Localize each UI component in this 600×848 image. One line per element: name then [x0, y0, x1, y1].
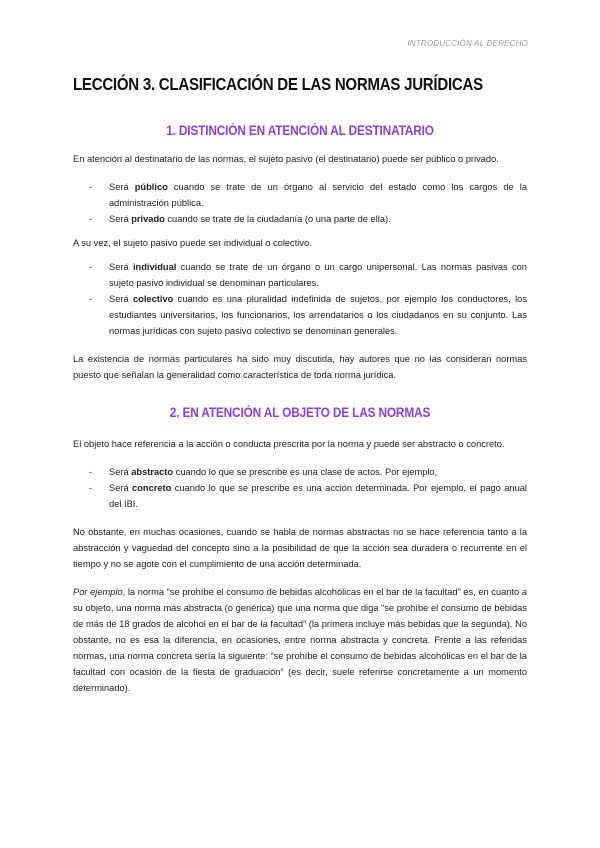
sujeto-publico-privado-list: [73, 179, 527, 227]
list-item-publico: - Será público cuando se trate de un órgano al servicio del estado como los cargos de la administración pública.: [73, 179, 527, 211]
page-content: [73, 74, 527, 696]
objeto-abstracto-concreto-list: [73, 464, 527, 512]
example-text: , la norma “se prohíbe el consumo de bebidas alcohólicas en el bar de la facultad” es, en cuanto a su objeto, una norma más abstracta (o genérica) que una norma que diga “se prohíbe el consumo de bebidas de más de 18 grados de alcohol en el bar de la facultad” (la primera incluye más bebidas que la segunda). No obstante, no es esa la diferencia, en ocasiones, entre norma abstracta y concreta. Frente a las referidas normas, una norma concreta sería la siguiente: “se prohíbe el consumo de bebidas alcohólicas en el bar de la facultad con ocasión de la fiesta de graduación” (es decir, suele referirse concretamente a un momento determinado).: [73, 587, 527, 693]
list-item-concreto: - Será concreto cuando lo que se prescribe es una acción determinada. Por ejemplo, el pago anual del IBI.: [73, 480, 527, 512]
sujeto-individual-colectivo-list: [73, 259, 527, 339]
section-1-middle: A su vez, el sujeto pasivo puede ser individual o colectivo.: [73, 238, 312, 248]
section-2-paragraph: No obstante, en muchas ocasiones, cuando se habla de normas abstractas no se hace referencia tanto a la abstracción y vaguedad del concepto sino a la posibilidad de que la acción sea duradera o recurrente en el tiempo y no se agote con el cumplimiento de una acción determinada.: [73, 527, 527, 569]
section-1-closing: La existencia de normas particulares ha sido muy discutida, hay autores que no las consideran normas puesto que señalan la generalidad como característica de toda norma jurídica.: [73, 354, 527, 380]
section-1-intro: En atención al destinatario de las normas, el sujeto pasivo (el destinatario) puede ser público o privado.: [73, 154, 499, 164]
section-2-intro: El objeto hace referencia a la acción o conducta prescrita por la norma y puede ser abstracto o concreto.: [73, 439, 505, 449]
section-1-title: 1. DISTINCIÓN EN ATENCIÓN AL DESTINATARIO: [166, 123, 434, 138]
list-item-privado: - Será privado cuando se trate de la ciudadanía (o una parte de ella).: [73, 211, 527, 227]
section-2-example: [73, 584, 527, 696]
list-item-abstracto: - Será abstracto cuando lo que se prescribe es una clase de actos. Por ejemplo,: [73, 464, 527, 480]
section-2-title: 2. EN ATENCIÓN AL OBJETO DE LAS NORMAS: [169, 405, 431, 420]
lesson-title: LECCIÓN 3. CLASIFICACIÓN DE LAS NORMAS JURÍDICAS: [73, 74, 483, 94]
example-label: Por ejemplo: [73, 587, 123, 597]
running-header: INTRODUCCIÓN AL DERECHO: [407, 39, 528, 48]
list-item-individual: - Será individual cuando se trate de un órgano o un cargo unipersonal. Las normas pasivas con sujeto pasivo individual se denominan particulares.: [73, 259, 527, 291]
list-item-colectivo: - Será colectivo cuando es una pluralidad indefinida de sujetos, por ejemplo los conductores, los estudiantes universitarios, los funcionarios, los arrendatarios o los ciudadanos en su conjunto. Las normas jurídicas con sujeto pasivo colectivo se denominan generales.: [73, 291, 527, 339]
